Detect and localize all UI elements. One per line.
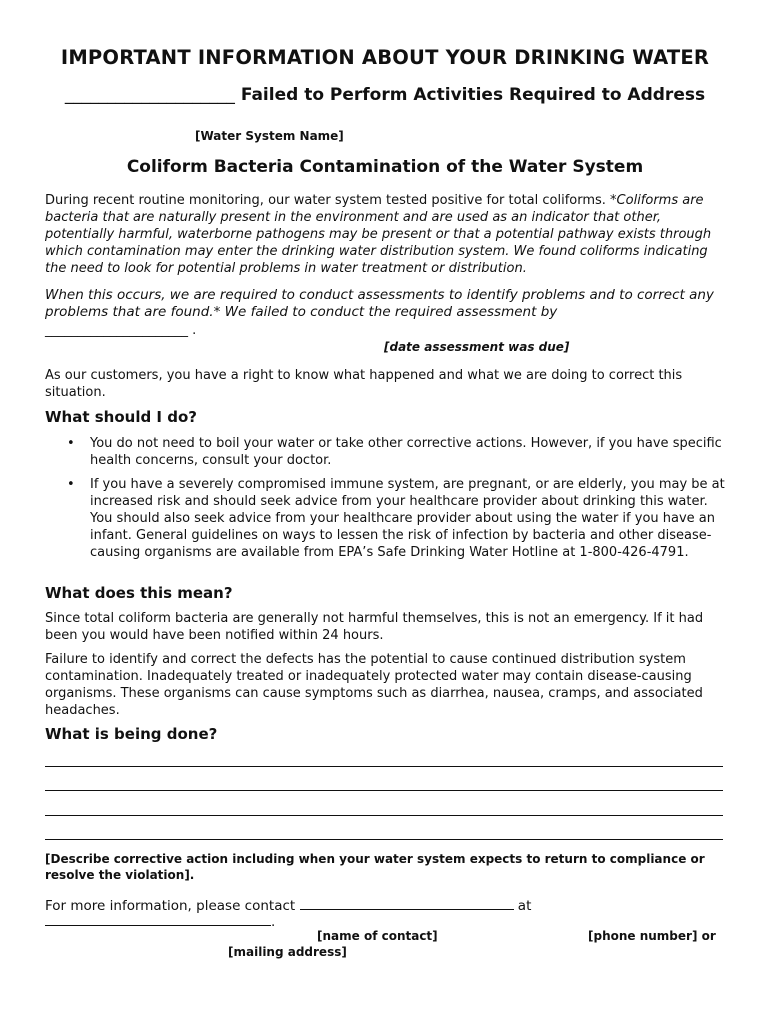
- answer-line-1[interactable]: [45, 766, 723, 767]
- assessment-text: When this occurs, we are required to conduct assessments to identify problems and to correct any problems that are found.* We failed to conduct the required assessment by: [45, 287, 714, 320]
- what-is-being-done-heading: What is being done?: [45, 725, 218, 743]
- contact-name-blank[interactable]: [300, 896, 514, 910]
- meaning-paragraph-2: Failure to identify and correct the defects has the potential to cause continued distribution system contamination. Inadequately treated or inadequately protected water may contain disease-causing organisms. These organisms can cause symptoms such as diarrhea, nausea, cramps, and associated headaches.: [45, 652, 703, 718]
- what-does-this-mean-heading: What does this mean?: [45, 584, 233, 602]
- date-label: [date assessment was due]: [384, 340, 570, 354]
- contact-name-label: [name of contact]: [317, 929, 438, 943]
- intro-text: During recent routine monitoring, our water system tested positive for total coliforms.: [45, 193, 611, 208]
- answer-line-2[interactable]: [45, 790, 723, 791]
- what-should-i-do-heading: What should I do?: [45, 408, 197, 426]
- assessment-paragraph: [45, 287, 725, 321]
- coliform-definition: *Coliforms are bacteria that are naturally present in the environment and are used as an indicator that other, potentially harmful, waterborne pathogens may be present or that a potential pathway exists through which contamination may enter the drinking water distribution system. We found coliforms indicating the need to look for potential problems in water treatment or distribution.: [45, 193, 712, 276]
- water-system-label: [Water System Name]: [195, 129, 344, 143]
- answer-line-4[interactable]: [45, 839, 723, 840]
- notice-title: IMPORTANT INFORMATION ABOUT YOUR DRINKING WATER: [60, 46, 710, 69]
- water-system-blank[interactable]: ____________________: [64, 85, 235, 105]
- contact-at-text: at: [517, 898, 532, 914]
- meaning-paragraph-1: Since total coliform bacteria are generally not harmful themselves, this is not an emergency. If it had been you would have been notified within 24 hours.: [45, 611, 704, 643]
- date-blank[interactable]: ______________________ .: [45, 323, 197, 338]
- bullet-text: If you have a severely compromised immune system, are pregnant, or are elderly, you may be at increased risk and should seek advice from your healthcare provider about drinking this water. You should also seek advice from your healthcare provider about using the water if you have an infant. General guidelines on ways to lessen the risk of infection by bacteria and other disease-causing organisms are available from EPA’s Safe Drinking Water Hotline at 1-800-426-4791.: [90, 477, 725, 560]
- rights-paragraph: As our customers, you have a right to know what happened and what we are doing to correct this situation.: [45, 368, 683, 400]
- contact-phone-blank[interactable]: [45, 912, 271, 926]
- bullet-icon: •: [67, 477, 75, 492]
- mailing-address-label: [mailing address]: [228, 945, 347, 959]
- section-title: Coliform Bacteria Contamination of the Water System: [126, 157, 644, 177]
- intro-paragraph: [45, 192, 725, 277]
- contact-period: .: [271, 914, 276, 930]
- bullet-icon: •: [67, 436, 75, 451]
- notice-subtitle: [60, 84, 710, 107]
- contact-text: For more information, please contact: [45, 898, 296, 914]
- phone-number-label: [phone number] or: [588, 929, 716, 943]
- answer-line-3[interactable]: [45, 815, 723, 816]
- subtitle-text: Failed to Perform Activities Required to Address: [240, 85, 706, 105]
- corrective-action-instruction: [Describe corrective action including when your water system expects to return to compliance or resolve the violation].: [45, 852, 705, 882]
- bullet-text: You do not need to boil your water or take other corrective actions. However, if you have specific health concerns, consult your doctor.: [90, 436, 722, 468]
